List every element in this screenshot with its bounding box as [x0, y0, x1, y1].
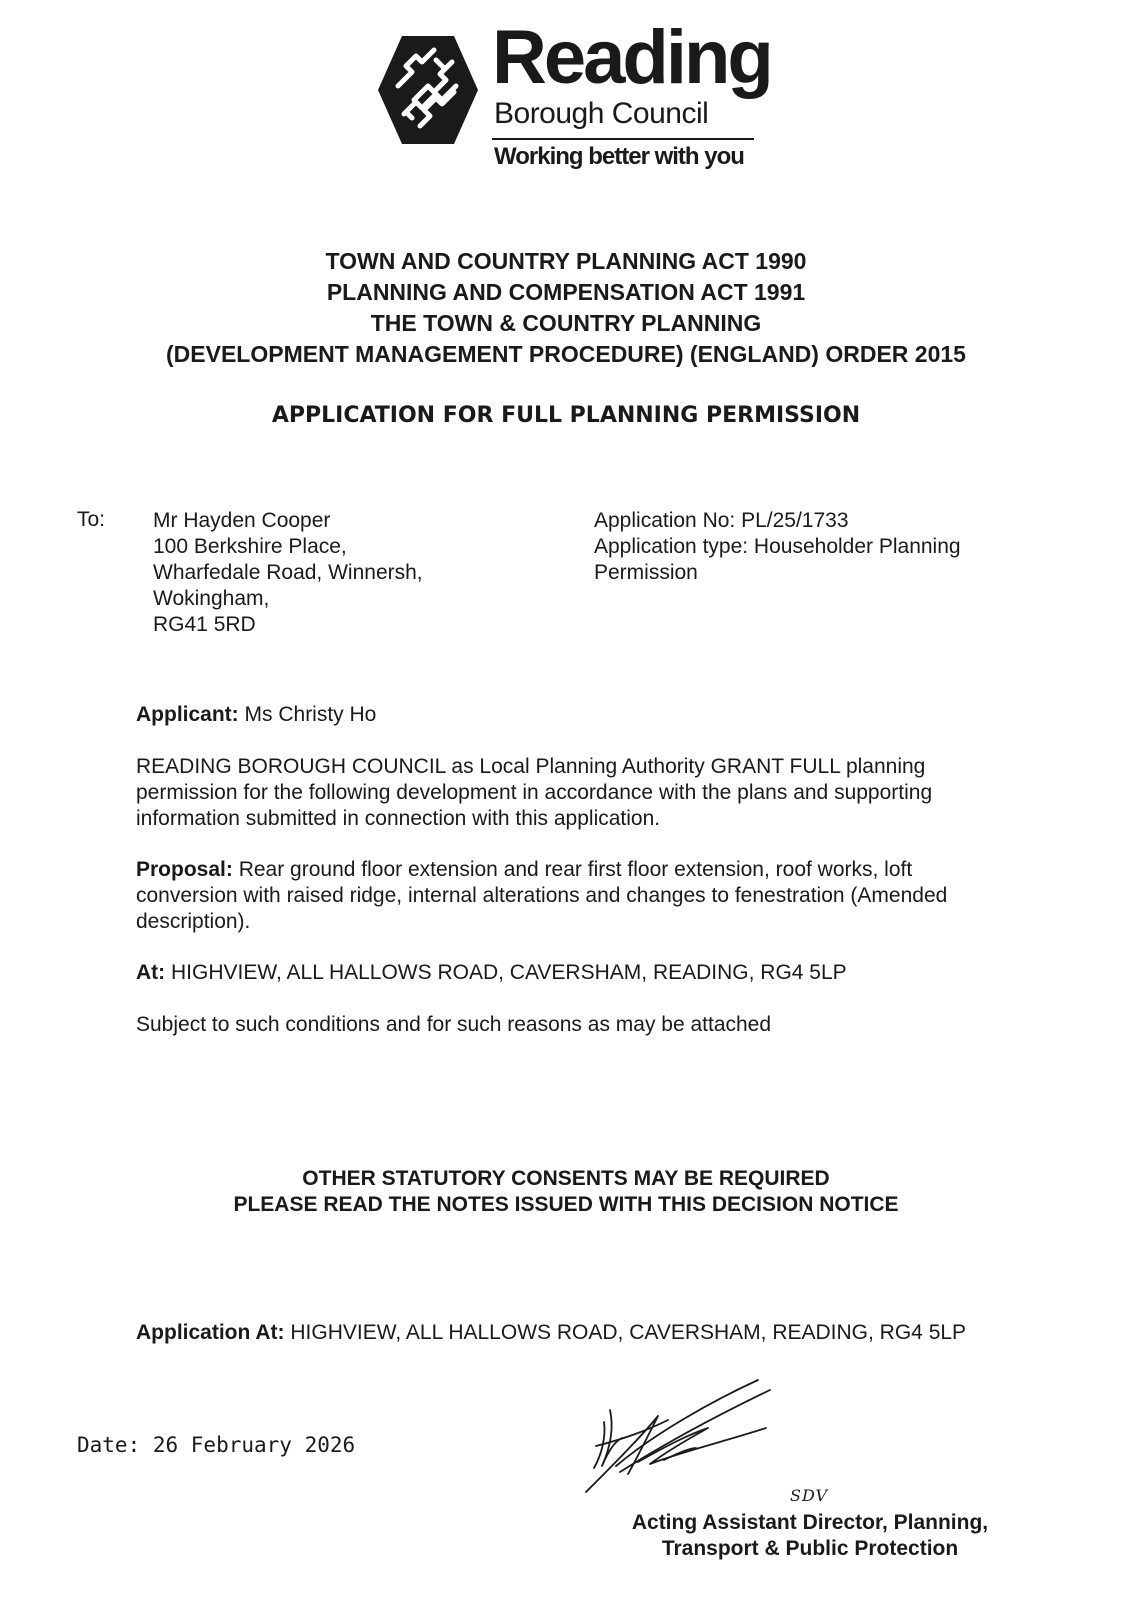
application-type: Application type: Householder Planning [594, 535, 961, 558]
act-heading: TOWN AND COUNTRY PLANNING ACT 1990 [325, 248, 807, 274]
act-heading: PLANNING AND COMPENSATION ACT 1991 [326, 279, 806, 305]
applicant-label: Applicant: [136, 703, 239, 726]
act-heading: (DEVELOPMENT MANAGEMENT PROCEDURE) (ENGLAND) ORDER 2015 [166, 341, 966, 367]
proposal-paragraph [136, 857, 1036, 935]
proposal-line: conversion with raised ridge, internal alterations and changes to fenestration (Amended [136, 884, 948, 907]
application-at-label: Application At: [136, 1321, 285, 1344]
act-heading: THE TOWN & COUNTRY PLANNING [370, 310, 762, 336]
council-subtitle: Borough Council [494, 97, 709, 130]
statutory-notice [0, 1166, 1132, 1218]
applicant-name: Ms Christy Ho [244, 703, 377, 726]
proposal-text: Rear ground floor extension and rear first floor extension, roof works, loft [238, 858, 913, 881]
recipient-label: To: [77, 508, 106, 531]
grant-paragraph [136, 754, 1036, 832]
address-line: Mr Hayden Cooper [153, 509, 331, 532]
address-line: Wharfedale Road, Winnersh, [153, 561, 423, 584]
site-line [136, 960, 1036, 986]
hexagon-puzzle-logo-icon [376, 34, 480, 146]
decision-date: Date: 26 February 2026 [77, 1433, 356, 1457]
address-line: 100 Berkshire Place, [153, 535, 347, 558]
application-number: Application No: PL/25/1733 [594, 509, 849, 532]
grant-line: information submitted in connection with this application. [136, 807, 661, 830]
signatory-line: Transport & Public Protection [661, 1537, 959, 1560]
notice-line: PLEASE READ THE NOTES ISSUED WITH THIS DECISION NOTICE [233, 1193, 899, 1216]
logo-divider [492, 138, 754, 140]
signatory-line: Acting Assistant Director, Planning, [631, 1511, 989, 1534]
recipient-address [153, 508, 423, 638]
applicant-line [136, 702, 1036, 728]
application-type-cont: Permission [594, 561, 698, 584]
conditions-text: Subject to such conditions and for such reasons as may be attached [136, 1013, 772, 1036]
proposal-line [136, 857, 1036, 883]
signatory-title [600, 1510, 1020, 1562]
application-info [594, 508, 1014, 586]
proposal-line: description). [136, 910, 251, 933]
council-tagline: Working better with you [494, 143, 744, 170]
grant-line: READING BOROUGH COUNCIL as Local Planning Authority GRANT FULL planning [136, 755, 926, 778]
council-name: Reading [492, 15, 771, 100]
address-line: Wokingham, [153, 587, 270, 610]
proposal-label: Proposal: [136, 858, 233, 881]
application-at-address: HIGHVIEW, ALL HALLOWS ROAD, CAVERSHAM, READING, RG4 5LP [290, 1321, 967, 1344]
application-at-line [136, 1320, 1096, 1346]
site-address: HIGHVIEW, ALL HALLOWS ROAD, CAVERSHAM, READING, RG4 5LP [171, 961, 847, 984]
document-title: APPLICATION FOR FULL PLANNING PERMISSION [271, 403, 861, 428]
grant-line: permission for the following development in accordance with the plans and supporting [136, 781, 933, 804]
signature-initials: SDV [790, 1486, 829, 1505]
notice-line: OTHER STATUTORY CONSENTS MAY BE REQUIRED [302, 1167, 830, 1190]
site-label: At: [136, 961, 166, 984]
address-line: RG41 5RD [153, 613, 256, 636]
handwritten-signature [580, 1376, 800, 1496]
legislation-headings [0, 246, 1132, 370]
